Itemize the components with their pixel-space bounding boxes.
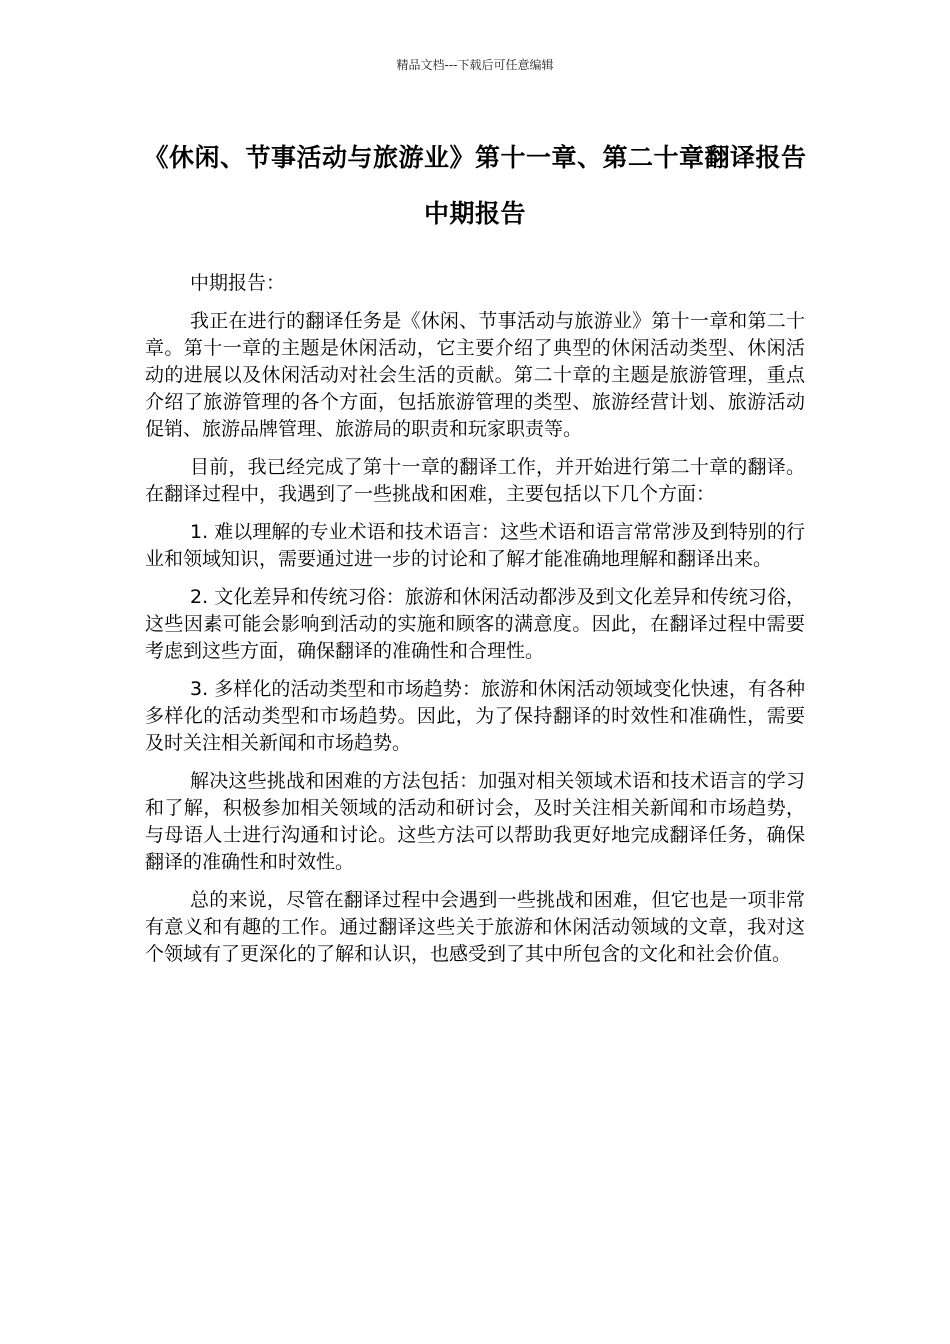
paragraph-heading: 中期报告： (190, 272, 286, 294)
paragraph-challenge-1: 1. 难以理解的专业术语和技术语言：这些术语和语言常常涉及到特别的行业和领域知识，需要通过进一步的讨论和了解才能准确地理解和翻译出来。 (145, 521, 805, 570)
paragraph-progress: 目前，我已经完成了第十一章的翻译工作，并开始进行第二十章的翻译。在翻译过程中，我遇到了一些挑战和困难，主要包括以下几个方面： (145, 456, 805, 505)
paragraph-conclusion: 总的来说，尽管在翻译过程中会遇到一些挑战和困难，但它也是一项非常有意义和有趣的工作。通过翻译这些关于旅游和休闲活动领域的文章，我对这个领域有了更深化的了解和认识，也感受到了其中所包含的文化和社会价值。 (145, 889, 805, 965)
document-body (145, 270, 805, 979)
paragraph-challenge-2: 2. 文化差异和传统习俗：旅游和休闲活动都涉及到文化差异和传统习俗，这些因素可能会影响到活动的实施和顾客的满意度。因此，在翻译过程中需要考虑到这些方面，确保翻译的准确性和合理性。 (145, 586, 805, 662)
paragraph-challenge-3: 3. 多样化的活动类型和市场趋势：旅游和休闲活动领域变化快速，有各种多样化的活动类型和市场趋势。因此，为了保持翻译的时效性和准确性，需要及时关注相关新闻和市场趋势。 (145, 678, 805, 754)
page-header: 精品文档---下载后可任意编辑 (396, 58, 554, 72)
document-title: 《休闲、节事活动与旅游业》第十一章、第二十章翻译报告中期报告 (143, 143, 807, 228)
paragraph-solutions: 解决这些挑战和困难的方法包括：加强对相关领域术语和技术语言的学习和了解，积极参加相关领域的活动和研讨会，及时关注相关新闻和市场趋势，与母语人士进行沟通和讨论。这些方法可以帮助我更好地完成翻译任务，确保翻译的准确性和时效性。 (145, 770, 805, 873)
paragraph-task-description: 我正在进行的翻译任务是《休闲、节事活动与旅游业》第十一章和第二十章。第十一章的主题是休闲活动，它主要介绍了典型的休闲活动类型、休闲活动的进展以及休闲活动对社会生活的贡献。第二十章的主题是旅游管理，重点介绍了旅游管理的各个方面，包括旅游管理的类型、旅游经营计划、旅游活动促销、旅游品牌管理、旅游局的职责和玩家职责等。 (145, 310, 805, 440)
